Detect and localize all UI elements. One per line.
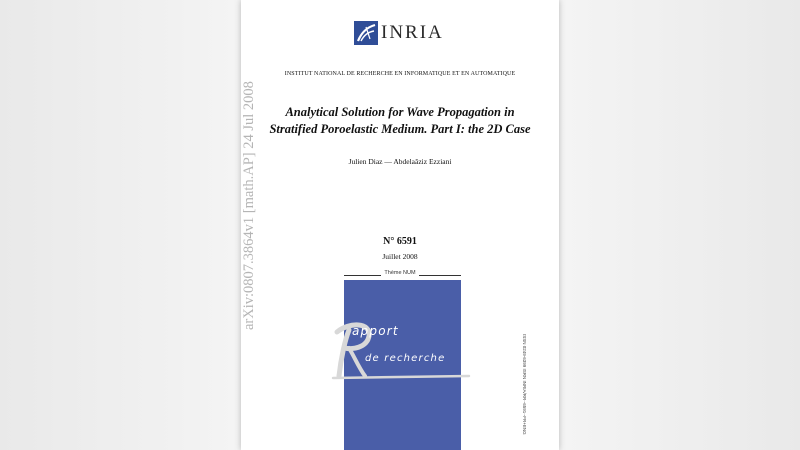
theme-label: Thème NUM	[381, 270, 418, 276]
paper-title	[251, 104, 549, 138]
theme-label-wrap	[241, 270, 559, 276]
rapport-word: apport	[352, 324, 399, 338]
inria-logo-icon	[354, 21, 378, 45]
authors: Julien Diaz — Abdelaâziz Ezziani	[348, 157, 452, 166]
inria-logo-text: INRIA	[381, 22, 444, 43]
recherche-word: de recherche	[365, 353, 446, 364]
arxiv-stamp: arXiv:0807.3864v1 [math.AP] 24 Jul 2008	[241, 81, 257, 330]
institute-name: INSTITUT NATIONAL DE RECHERCHE EN INFORMATIQUE ET EN AUTOMATIQUE	[284, 71, 516, 77]
issn-text: ISSN 0249-6399 ISRN INRIA/RR--6591--FR+ENG	[522, 334, 527, 435]
paper-title-line-2: Stratified Poroelastic Medium. Part I: the 2D Case	[269, 122, 531, 136]
report-number: N° 6591	[383, 236, 417, 247]
paper-title-line-1: Analytical Solution for Wave Propagation in	[285, 105, 515, 119]
report-date: Juillet 2008	[382, 252, 418, 261]
inria-logo	[354, 20, 444, 46]
document-page	[241, 0, 559, 450]
issn-wrap	[522, 334, 532, 448]
